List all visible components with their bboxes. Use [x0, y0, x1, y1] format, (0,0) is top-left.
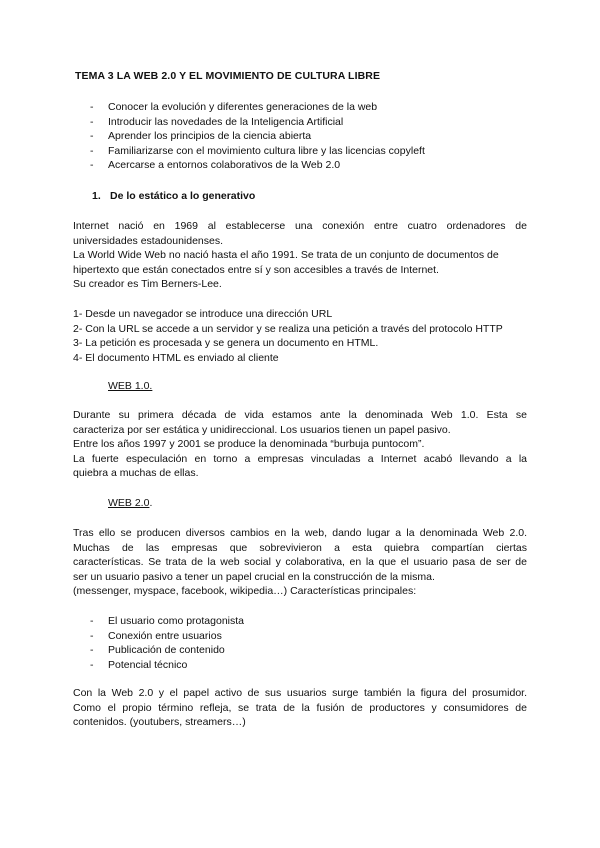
- document-title: TEMA 3 LA WEB 2.0 Y EL MOVIMIENTO DE CULTURA LIBRE: [75, 70, 381, 82]
- list-item: - Conocer la evolución y diferentes generaciones de la web: [90, 101, 378, 113]
- step-item: 4- El documento HTML es enviado al cliente: [73, 351, 279, 364]
- intro-paragraph: Internet nació en 1969 al establecerse una conexión entre cuatro ordenadores de universidades estadounidenses. La World Wide Web no nació hasta el año 1991. Se trata de un conjunto de documentos de hipertexto que están conectados entre sí y son accesibles a través de Internet. Su creador es Tim Berners-Lee.: [73, 220, 527, 290]
- step-item: 1- Desde un navegador se introduce una dirección URL: [73, 308, 333, 320]
- step-item: 3- La petición es procesada y se genera un documento en HTML.: [73, 337, 379, 349]
- web1-paragraph: Durante su primera década de vida estamos ante la denominada Web 1.0. Esta se caracteriza por ser estática y unidireccional. Los usuarios tienen un papel pasivo. Entre los años 1997 y 2001 se produce la denominada “burbuja puntocom”. La fuerte especulación en torno a empresas vinculadas a Internet acabó llevando a la quiebra a muchas de ellas.: [73, 409, 527, 479]
- list-item: - Aprender los principios de la ciencia abierta: [90, 130, 312, 142]
- web2-paragraph: Tras ello se producen diversos cambios en la web, dando lugar a la denominada Web 2.0. Muchas de las empresas que sobrevivieron a esta quiebra compartían ciertas características. Se trata de la web social y colaborativa, en la que el usuario pasa de ser de ser un usuario pasivo a tener un papel crucial en la construcción de la misma. (messenger, myspace, facebook, wikipedia…) Características principales:: [73, 527, 527, 597]
- list-item: - Acercarse a entornos colaborativos de la Web 2.0: [90, 159, 341, 171]
- section-heading: [92, 190, 255, 202]
- web2-heading: WEB 2.0: [108, 497, 150, 509]
- section-title: De lo estático a lo generativo: [110, 190, 256, 202]
- list-item: - Conexión entre usuarios: [90, 629, 222, 642]
- features-list: [90, 614, 244, 672]
- list-item: - Publicación de contenido: [90, 644, 225, 656]
- web2-heading-wrap: WEB 2.0.: [108, 497, 153, 509]
- web1-heading: WEB 1.0.: [108, 380, 153, 392]
- steps-list: [73, 307, 527, 365]
- section-number: 1.: [92, 190, 101, 202]
- list-item: - Familiarizarse con el movimiento cultura libre y las licencias copyleft: [90, 144, 425, 157]
- list-item: - Potencial técnico: [90, 658, 188, 671]
- list-item: - El usuario como protagonista: [90, 615, 244, 627]
- prosumer-paragraph: Con la Web 2.0 y el papel activo de sus usuarios surge también la figura del prosumidor. Como el propio término refleja, se trata de la fusión de productores y consumidores de contenidos. (youtubers, streamers…): [73, 687, 527, 728]
- list-item: - Introducir las novedades de la Inteligencia Artificial: [90, 115, 344, 128]
- objectives-list: [90, 100, 425, 173]
- step-item: 2- Con la URL se accede a un servidor y se realiza una petición a través del protocolo HTTP: [73, 322, 503, 335]
